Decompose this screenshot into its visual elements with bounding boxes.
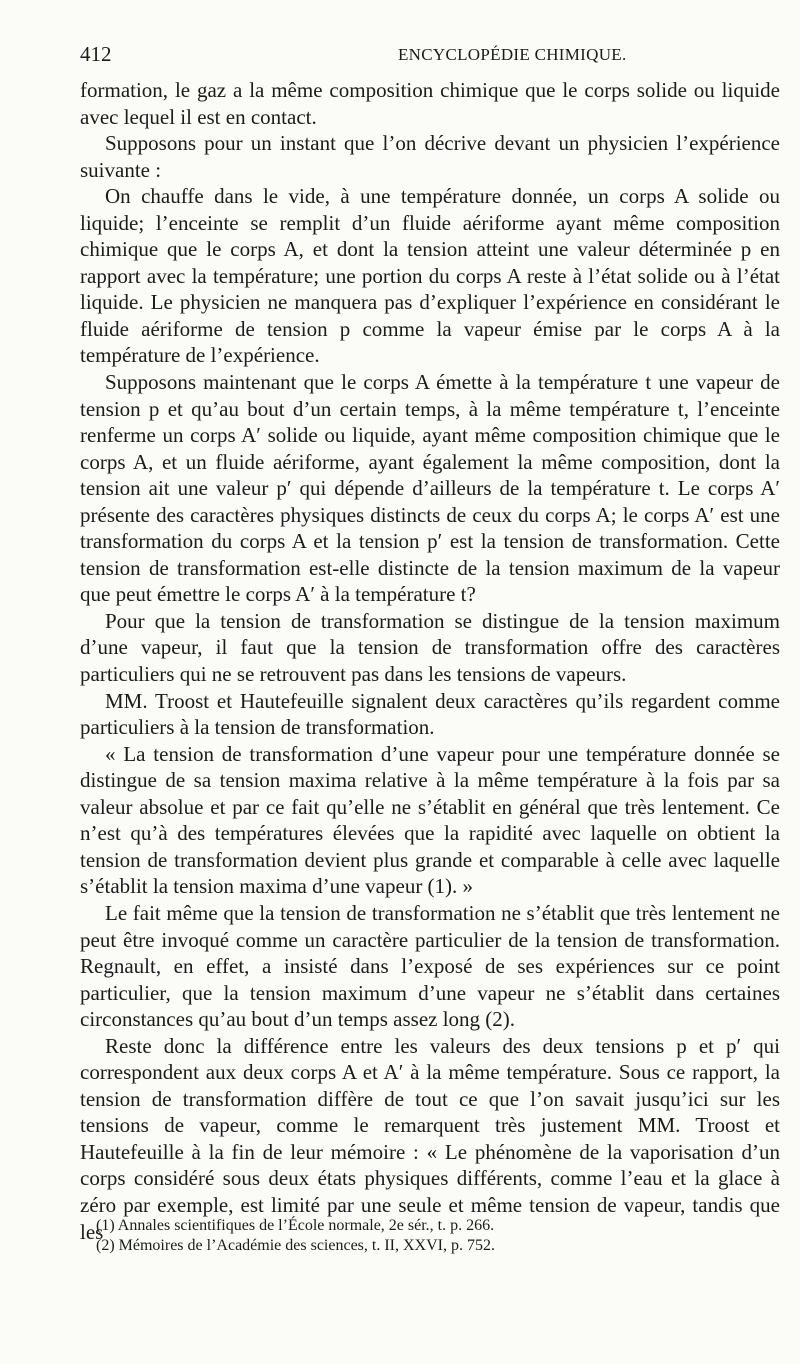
page-number: 412 bbox=[80, 42, 112, 66]
running-head: ENCYCLOPÉDIE CHIMIQUE. bbox=[398, 45, 627, 64]
footnote: (2) Mémoires de l’Académie des sciences, t. II, XXVI, p. 752. bbox=[96, 1237, 495, 1254]
footnotes bbox=[96, 1216, 780, 1256]
body-text bbox=[80, 77, 780, 1245]
paragraph: « La tension de transformation d’une vapeur pour une température donnée se distingue de sa tension maxima relative à la même température à la fois par sa valeur absolue et par ce fait qu’elle ne s’établit en général que très lentement. Ce n’est qu’à des températures élevées que la rapidité avec laquelle on obtient la tension de transformation devient plus grande et comparable à celle avec laquelle s’établit la tension maxima d’une vapeur (1). » bbox=[80, 741, 780, 899]
paragraph: Le fait même que la tension de transformation ne s’établit que très lentement ne peut être invoqué comme un caractère particulier de la tension de transformation. Regnault, en effet, a insisté dans l’exposé de ses expériences sur ce point particulier, que la tension maximum d’une vapeur ne s’établit dans certaines circonstances qu’au bout d’un temps assez long (2). bbox=[80, 900, 780, 1032]
paragraph: Supposons maintenant que le corps A émette à la température t une vapeur de tension p et qu’au bout d’un certain temps, à la même température t, l’enceinte renferme un corps A′ solide ou liquide, ayant même composition chimique que le corps A, et un fluide aériforme, ayant également la même composition, dont la tension ait une valeur p′ qui dépende d’ailleurs de la température t. Le corps A′ présente des caractères physiques distincts de ceux du corps A; le corps A′ est une transformation du corps A et la tension p′ est la tension de transformation. Cette tension de transformation est-elle distincte de la tension maximum de la vapeur que peut émettre le corps A′ à la température t? bbox=[80, 370, 780, 607]
paragraph: Pour que la tension de transformation se distingue de la tension maximum d’une vapeur, il faut que la tension de transformation offre des caractères particuliers qui ne se retrouvent pas dans les tensions de vapeurs. bbox=[80, 608, 780, 687]
paragraph: Reste donc la différence entre les valeurs des deux tensions p et p′ qui correspondent aux deux corps A et A′ à la même température. Sous ce rapport, la tension de transformation diffère de tout ce que l’on savait jusqu’ici sur les tensions de vapeur, comme le remarquent très justement MM. Troost et Hautefeuille à la fin de leur mémoire : « Le phénomène de la vaporisation d’un corps considéré sous deux états physiques différents, comme l’eau et la glace à zéro par exemple, est limité par une seule et même tension de vapeur, tandis que les bbox=[80, 1033, 780, 1244]
paragraph: MM. Troost et Hautefeuille signalent deux caractères qu’ils regardent comme particuliers à la tension de transformation. bbox=[80, 688, 780, 740]
paragraph: formation, le gaz a la même composition chimique que le corps solide ou liquide avec lequel il est en contact. bbox=[80, 78, 780, 129]
footnote: (1) Annales scientifiques de l’École normale, 2e sér., t. p. 266. bbox=[96, 1217, 495, 1234]
page-header bbox=[80, 42, 780, 72]
paragraph: On chauffe dans le vide, à une température donnée, un corps A solide ou liquide; l’enceinte se remplit d’un fluide aériforme ayant même composition chimique que le corps A, et dont la tension atteint une valeur déterminée p en rapport avec la température; une portion du corps A reste à l’état solide ou à l’état liquide. Le physicien ne manquera pas d’expliquer l’expérience en considérant le fluide aériforme de tension p comme la vapeur émise par le corps A à la température de l’expérience. bbox=[80, 184, 780, 368]
paragraph: Supposons pour un instant que l’on décrive devant un physicien l’expérience suivante : bbox=[80, 131, 780, 182]
